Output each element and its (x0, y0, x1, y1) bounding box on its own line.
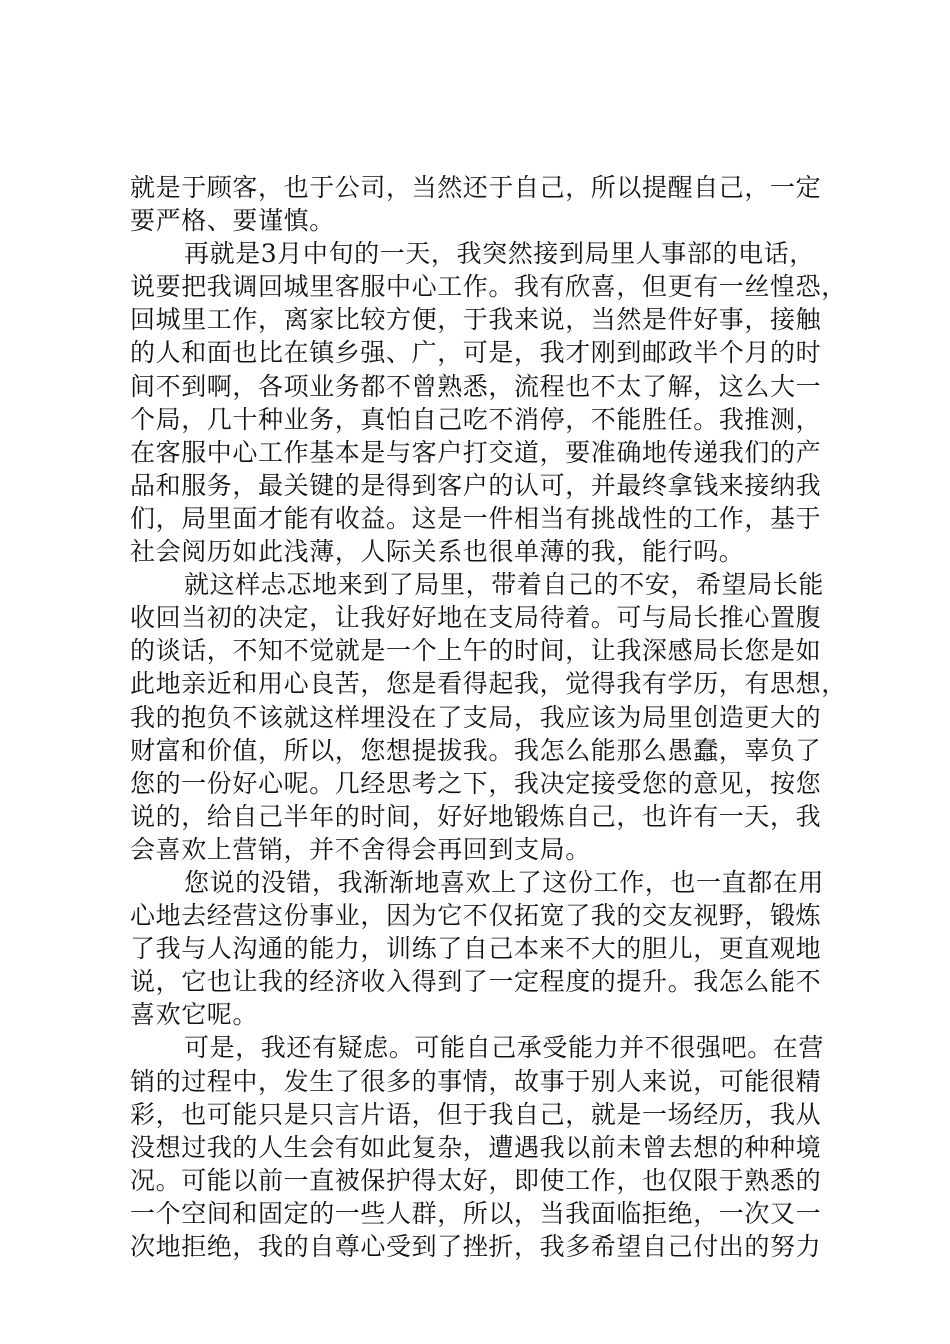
text-line: 就是于顾客，也于公司，当然还于自己，所以提醒自己，一定 (130, 173, 822, 202)
text-line: 要严格、要谨慎。 (130, 206, 335, 236)
text-line: 您的一份好心呢。几经思考之下，我决定接受您的意见，按您 (130, 768, 822, 798)
text-line: 喜欢它呢。 (130, 1000, 259, 1030)
text-line: 的谈话，不知不觉就是一个上午的时间，让我深感局长您是如 (130, 636, 822, 666)
text-line: 会喜欢上营销，并不舍得会再回到支局。 (130, 834, 591, 864)
text-line: 财富和价值，所以，您想提拔我。我怎么能那么愚蠢，辜负了 (130, 735, 822, 765)
text-line: 的人和面也比在镇乡强、广，可是，我才刚到邮政半个月的时 (130, 338, 822, 368)
text-line: 彩，也可能只是只言片语，但于我自己，就是一场经历，我从 (130, 1099, 822, 1129)
text-line: 收回当初的决定，让我好好地在支局待着。可与局长推心置腹 (130, 603, 822, 633)
text-line: 个局，几十种业务，真怕自己吃不消停，不能胜任。我推测， (130, 404, 822, 434)
text-line: 销的过程中，发生了很多的事情，故事于别人来说，可能很精 (130, 1066, 822, 1096)
paragraph-first-line: 就这样忐忑地来到了局里，带着自己的不安，希望局长能 (184, 570, 825, 600)
text-line: 间不到啊，各项业务都不曾熟悉，流程也不太了解，这么大一 (130, 371, 822, 401)
text-line: 次地拒绝，我的自尊心受到了挫折，我多希望自己付出的努力 (130, 1232, 822, 1261)
text-line: 说的，给自己半年的时间，好好地锻炼自己，也许有一天，我 (130, 801, 822, 831)
text-line: 说，它也让我的经济收入得到了一定程度的提升。我怎么能不 (130, 967, 822, 997)
text-line: 我的抱负不该就这样埋没在了支局，我应该为局里创造更大的 (130, 702, 822, 732)
text-line: 回城里工作，离家比较方便，于我来说，当然是件好事，接触 (130, 305, 822, 335)
text-line: 品和服务，最关键的是得到客户的认可，并最终拿钱来接纳我 (130, 470, 822, 500)
text-line: 社会阅历如此浅薄，人际关系也很单薄的我，能行吗。 (130, 537, 745, 567)
text-line: 一个空间和固定的一些人群，所以，当我面临拒绝，一次又一 (130, 1198, 822, 1228)
paragraph-first-line: 再就是3月中旬的一天，我突然接到局里人事部的电话， (184, 239, 815, 269)
text-line: 说要把我调回城里客服中心工作。我有欣喜，但更有一丝惶恐， (130, 272, 847, 302)
paragraph-first-line: 您说的没错，我渐渐地喜欢上了这份工作，也一直都在用 (184, 867, 825, 897)
text-line: 没想过我的人生会有如此复杂，遭遇我以前未曾去想的种种境 (130, 1132, 822, 1162)
text-line: 况。可能以前一直被保护得太好，即使工作，也仅限于熟悉的 (130, 1165, 822, 1195)
text-line: 此地亲近和用心良苦，您是看得起我，觉得我有学历，有思想， (130, 669, 847, 699)
paragraph-first-line: 可是，我还有疑虑。可能自己承受能力并不很强吧。在营 (184, 1033, 825, 1063)
text-line: 在客服中心工作基本是与客户打交道，要准确地传递我们的产 (130, 437, 822, 467)
text-line: 们，局里面才能有收益。这是一件相当有挑战性的工作，基于 (130, 503, 822, 533)
text-line: 心地去经营这份事业，因为它不仅拓宽了我的交友视野，锻炼 (130, 901, 822, 931)
document-body-text (130, 171, 847, 1263)
text-line: 了我与人沟通的能力，训练了自己本来不大的胆儿，更直观地 (130, 934, 822, 964)
